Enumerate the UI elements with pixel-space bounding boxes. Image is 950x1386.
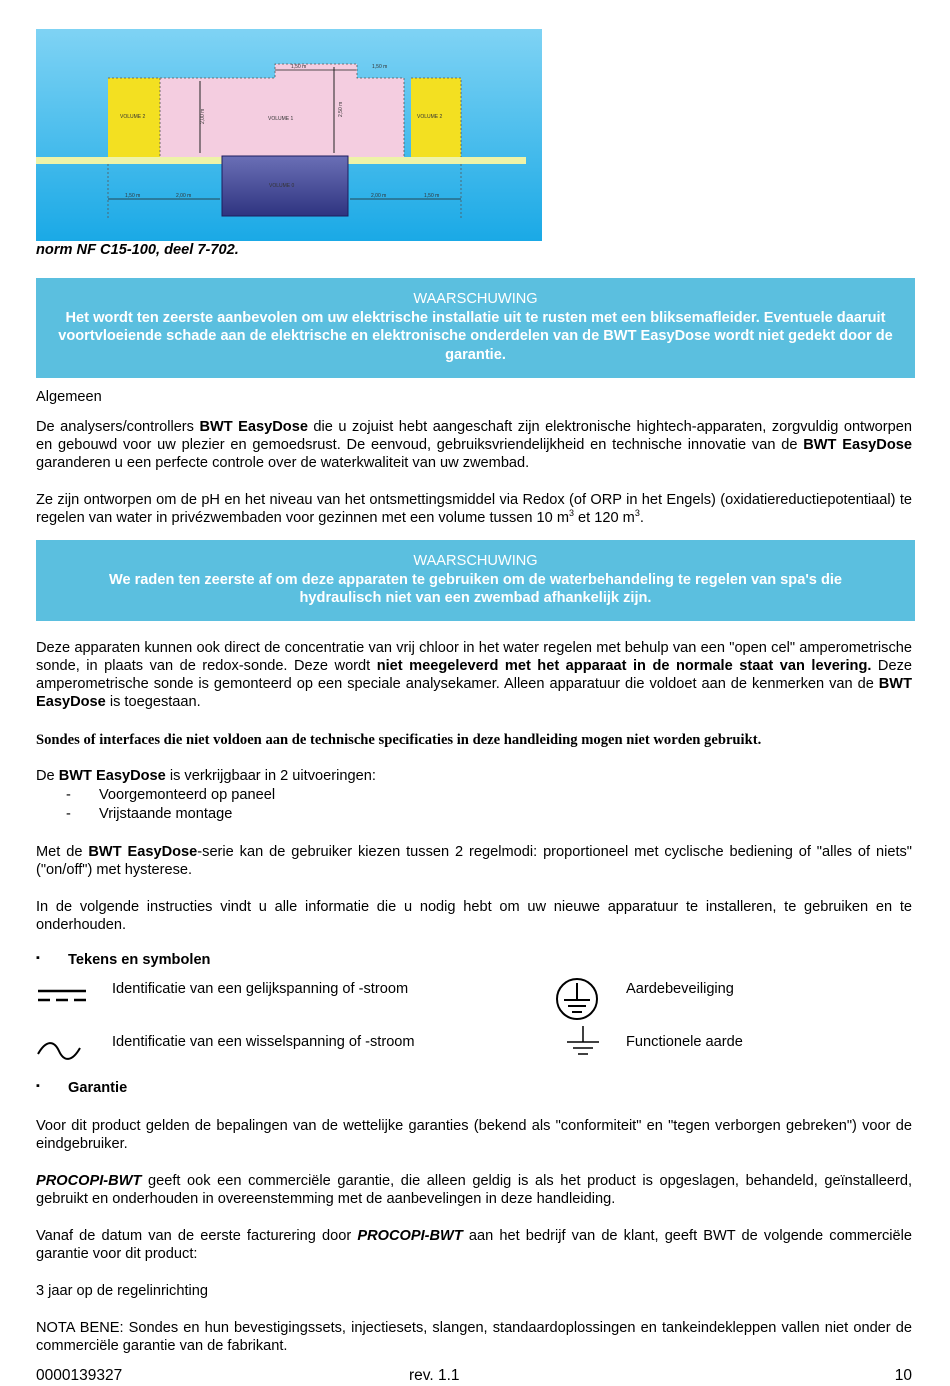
label-volume-2-right: VOLUME 2 bbox=[417, 114, 443, 120]
text: geeft ook een commerciële garantie, die alleen geldig is als het product is opgeslagen, behandeld, geïnstalleerd, gebruikt en onderhouden in overeenstemming met de aanbevelingen in deze handleiding. bbox=[36, 1173, 912, 1207]
warning-text: Het wordt ten zeerste aanbevolen om uw elektrische installatie uit te rusten met een bliksemafleider. Eventuele daaruit voortvloeiende schade aan de elektrische en elektronische onderdelen van de BWT EasyDose wordt niet gedekt door de garantie. bbox=[58, 309, 893, 363]
paragraph-warranty-duration: 3 jaar op de regelinrichting bbox=[36, 1283, 208, 1299]
brand-name: BWT EasyDose bbox=[803, 437, 912, 453]
dim-left-height: 2,00 m bbox=[200, 108, 206, 124]
text: Deze apparaten kunnen ook direct de concentratie van vrij chloor in het water regelen met behulp van een "open cel" amperometrische sonde, in plaats van de redox-sonde. Deze wordt bbox=[36, 640, 912, 674]
superscript: 3 bbox=[568, 508, 574, 519]
warning-box-lightning bbox=[36, 278, 915, 378]
paragraph-commercial-warranty bbox=[36, 1172, 912, 1208]
paragraph-legal-warranty: Voor dit product gelden de bepalingen van de wettelijke garanties (bekend als "conformiteit" en "tegen verborgen gebreken") voor de eindgebruiker. bbox=[36, 1118, 912, 1152]
paragraph-instructions: In de volgende instructies vindt u alle informatie die u nodig hebt om uw nieuwe apparatuur te installeren, te gebruiken en te onderhouden. bbox=[36, 899, 912, 933]
paragraph-intro bbox=[36, 418, 912, 472]
warning-box-spa bbox=[36, 540, 915, 621]
dim-bottom-left-outer: 1,50 m bbox=[125, 193, 141, 199]
text: . bbox=[639, 510, 644, 526]
text: De bbox=[36, 768, 59, 784]
warning-text: We raden ten zeerste af om deze apparaten te gebruiken om de waterbehandeling te regelen van spa's die hydraulisch niet van een zwembad afhankelijk zijn. bbox=[108, 571, 843, 606]
dc-symbol-icon bbox=[36, 985, 88, 1009]
list-item: Voorgemonteerd op paneel bbox=[99, 787, 276, 803]
company-name: PROCOPI-BWT bbox=[357, 1228, 463, 1244]
list-item: Vrijstaande montage bbox=[99, 806, 233, 822]
brand-name: BWT EasyDose bbox=[199, 419, 308, 435]
list-marker: - bbox=[66, 787, 71, 803]
paragraph-versions bbox=[36, 767, 912, 785]
ac-symbol-icon bbox=[36, 1040, 82, 1066]
text: Met de bbox=[36, 844, 89, 860]
bullet-icon: ▪ bbox=[36, 1080, 40, 1092]
text: Vanaf de datum van de eerste facturering door bbox=[36, 1228, 358, 1244]
text: aan het bedrijf van de klant, geeft BWT de volgende commerciële garantie voor dit product: bbox=[36, 1228, 913, 1262]
text: De analysers/controllers bbox=[36, 419, 200, 435]
warning-title: WAARSCHUWING bbox=[413, 291, 538, 307]
section-heading-algemeen: Algemeen bbox=[36, 389, 102, 405]
zone-diagram-svg bbox=[36, 29, 542, 241]
text: garanderen u een perfecte controle over de waterkwaliteit van uw zwembad. bbox=[36, 455, 530, 471]
brand-name: BWT EasyDose bbox=[88, 844, 198, 860]
paragraph-modes bbox=[36, 843, 912, 879]
text: Deze amperometrische sonde is gemonteerd op een speciale analysekamer. Alleen apparatuur die voldoet aan de kenmerken van de bbox=[36, 658, 912, 692]
warning-title: WAARSCHUWING bbox=[413, 553, 538, 569]
brand-name: BWT EasyDose bbox=[36, 676, 912, 710]
footer-revision: rev. 1.1 bbox=[409, 1367, 460, 1384]
label-volume-0: VOLUME 0 bbox=[269, 183, 295, 189]
paragraph-probe-warning: Sondes of interfaces die niet voldoen aan de technische specificaties in deze handleiding mogen niet worden gebruikt. bbox=[36, 732, 762, 748]
paragraph-amperometric bbox=[36, 639, 912, 711]
emphasis: niet meegeleverd met het apparaat in de normale staat van levering. bbox=[376, 658, 872, 674]
list-item bbox=[66, 787, 71, 803]
bullet-icon: ▪ bbox=[36, 952, 40, 964]
dc-symbol-label: Identificatie van een gelijkspanning of -stroom bbox=[112, 981, 409, 997]
footer-page-number: 10 bbox=[894, 1367, 912, 1384]
text: is verkrijgbaar in 2 uitvoeringen: bbox=[165, 768, 376, 784]
paragraph-warranty-start bbox=[36, 1227, 912, 1263]
paragraph-purpose bbox=[36, 491, 912, 527]
list-item bbox=[66, 806, 71, 822]
label-volume-2-left: VOLUME 2 bbox=[120, 114, 146, 120]
text: Ze zijn ontworpen om de pH en het niveau van het ontsmettingsmiddel via Redox (of ORP in het Engels) (oxidatiereductiepotentiaal) te regelen van water in privézwembaden voor gezinnen met een volume tussen 10 m bbox=[36, 492, 912, 526]
superscript: 3 bbox=[634, 508, 640, 519]
dim-bottom-right-inner: 2,00 m bbox=[371, 193, 387, 199]
dim-right-height: 2,50 m bbox=[338, 101, 344, 117]
functional-earth-icon bbox=[563, 1024, 603, 1064]
company-name: PROCOPI-BWT bbox=[36, 1173, 142, 1189]
section-heading-garantie: Garantie bbox=[68, 1080, 128, 1096]
text: is toegestaan. bbox=[105, 694, 201, 710]
dim-top-right: 1,50 m bbox=[372, 64, 388, 70]
functional-earth-label: Functionele aarde bbox=[626, 1034, 743, 1050]
dim-top-left: 1,50 m bbox=[291, 64, 307, 70]
figure-caption: norm NF C15-100, deel 7-702. bbox=[36, 242, 239, 258]
section-heading-symbols: Tekens en symbolen bbox=[68, 952, 211, 968]
list-marker: - bbox=[66, 806, 71, 822]
text: et 120 m bbox=[574, 510, 635, 526]
dim-bottom-right-outer: 1,50 m bbox=[424, 193, 440, 199]
ac-symbol-label: Identificatie van een wisselspanning of -stroom bbox=[112, 1034, 415, 1050]
text: die u zojuist hebt aangeschaft zijn elektronische hightech-apparaten, zorgvuldig ontworpen en gebouwd voor uw plezier en gemoedsrust. De eenvoud, gebruiksvriendelijkheid en technische innovatie van de bbox=[36, 419, 912, 453]
paragraph-nota-bene: NOTA BENE: Sondes en hun bevestigingssets, injectiesets, slangen, standaardoplossingen en tankeindekleppen vallen niet onder de commerciële garantie van de fabrikant. bbox=[36, 1320, 912, 1354]
protective-earth-label: Aardebeveiliging bbox=[626, 981, 734, 997]
text: -serie kan de gebruiker kiezen tussen 2 regelmodi: proportioneel met cyclische bediening of "alles of niets" ("on/off") met hysterese. bbox=[36, 844, 912, 878]
dim-bottom-left-inner: 2,00 m bbox=[176, 193, 192, 199]
brand-name: BWT EasyDose bbox=[58, 768, 166, 784]
zone-diagram bbox=[36, 29, 542, 241]
footer-doc-number: 0000139327 bbox=[36, 1367, 123, 1384]
protective-earth-icon bbox=[554, 976, 600, 1026]
label-volume-1: VOLUME 1 bbox=[268, 116, 294, 122]
